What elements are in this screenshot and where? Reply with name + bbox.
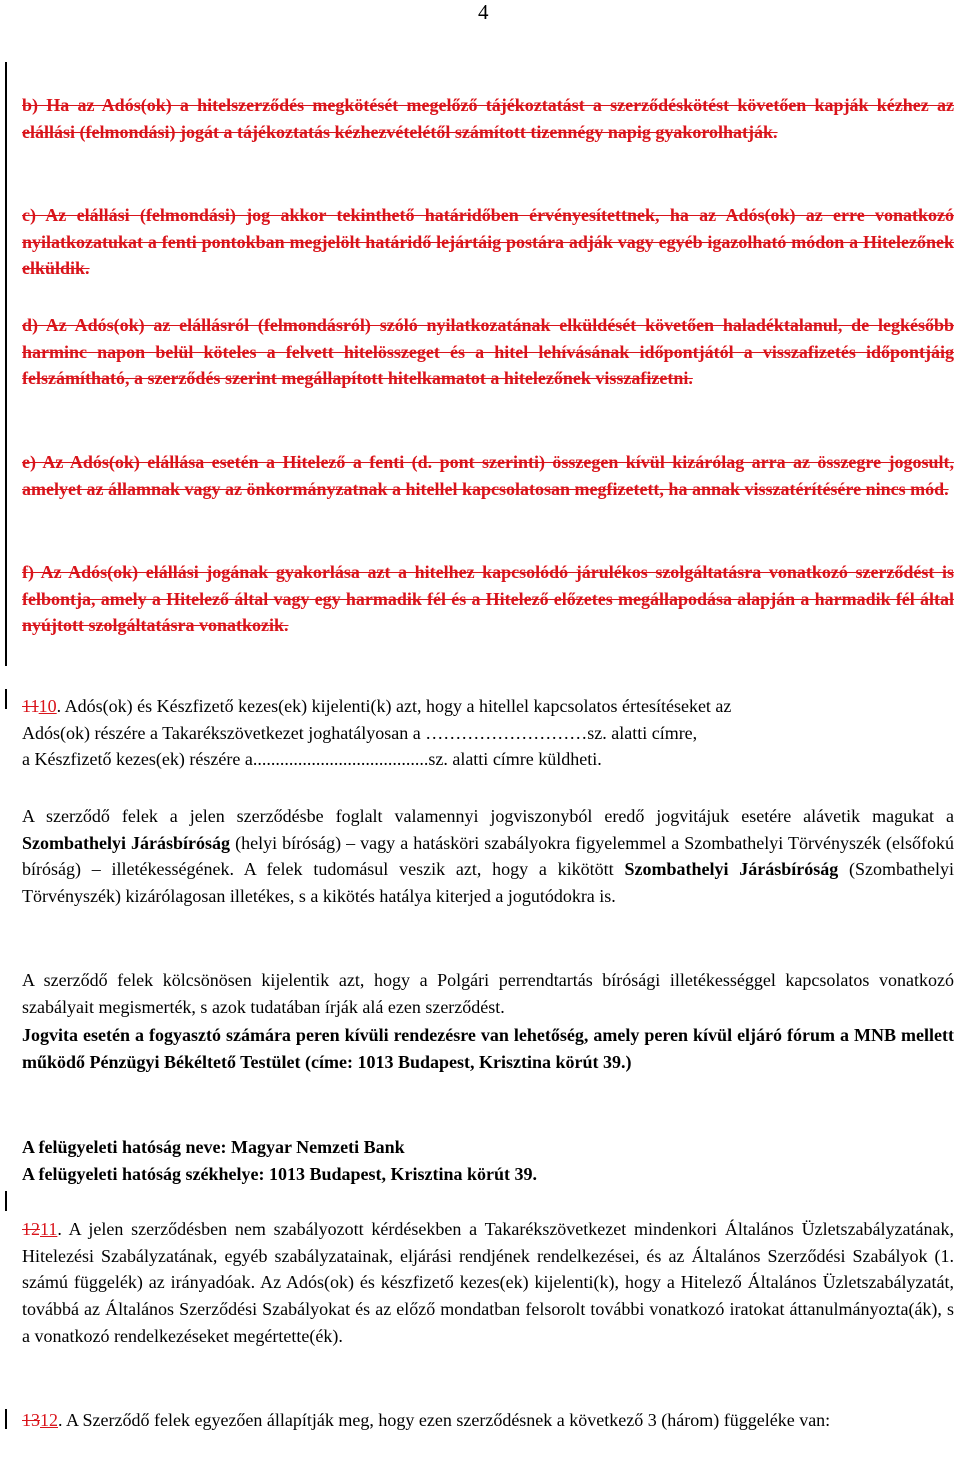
section-10 — [22, 693, 954, 773]
section-11-text: . A jelen szerződésben nem szabályozott kérdésekben a Takarékszövetkezet mindenkori Általános Üzletszabályzatának, Hitelezési Szabályzatának, egyéb szabályzatainak, eljárási rendjének rendelkezései, és az Általános Szerződési Szabályok (1. számú függelék) az irányadóak. Az Adós(ok) és készfizető kezes(ek) kijelenti(k), hogy a Hitelező Általános Üzletszabályzatát, továbbá az Általános Szerződési Szabályokat és az előző mondatban felsorolt további vonatkozó iratokat áttanulmányozta(ák), s a vonatkozó rendelkezéseket megértette(ék). — [22, 1219, 954, 1346]
supervisor-info — [22, 1134, 954, 1187]
jurisdiction-text-c: (Szombathelyi Törvényszék) kizárólagosan illetékes, s a kikötés hatálya kiterjed a jogutódokra is. — [22, 859, 954, 907]
deleted-paragraph-b: b) Ha az Adós(ok) a hitelszerződés megkötését megelőző tájékoztatást a szerződéskötést követően kapják kézhez az elállási (felmondási) jogát a tájékoztatás kézhezvételétől számított tizennégy napig gyakorolhatják. — [22, 95, 954, 142]
section-10-new-number: 10 — [38, 696, 57, 716]
deleted-paragraph-d: d) Az Adós(ok) az elállásról (felmondásról) szóló nyilatkozatának elküldését követően haladéktalanul, de legkésőbb harminc napon belül köteles a felvett hitelösszeget és a hitel lehívásának időpontjától a visszafizetés időpontjáig felszámítható, a szerződés szerint megállapított hitelkamatot a hitelezőnek visszafizetni. — [22, 315, 954, 389]
jurisdiction-text-a: A szerződő felek a jelen szerződésbe foglalt valamennyi jogviszonyból eredő jogvitájuk esetére alávetik magukat a — [22, 806, 954, 826]
section-11-old-number: 12 — [22, 1219, 40, 1239]
acknowledgement-paragraph: A szerződő felek kölcsönösen kijelentik azt, hogy a Polgári perrendtartás bírósági illetékességgel kapcsolatos vonatkozó szabályait megismerték, s azok tudatában írják alá ezen szerződést. — [22, 970, 954, 1017]
court-name-1: Szombathelyi Járásbíróság — [22, 832, 231, 853]
dispute-resolution-paragraph: Jogvita esetén a fogyasztó számára peren kívüli rendezésre van lehetőség, amely peren kívül eljáró fórum a MNB mellett működő Pénzügyi Békéltető Testület (címe: 1013 Budapest, Krisztina körút 39.) — [22, 1025, 954, 1072]
change-bar-section-10 — [5, 689, 7, 709]
section-12 — [22, 1407, 954, 1434]
section-11-new-number: 11 — [40, 1219, 58, 1239]
section-10-old-number: 11 — [22, 696, 39, 716]
section-10-line-1 — [22, 693, 954, 720]
section-10-line-3: a Készfizető kezes(ek) részére a.......................................sz. alatti címre küldheti. — [22, 749, 602, 770]
section-12-text: . A Szerződő felek egyezően állapítják meg, hogy ezen szerződésnek a következő 3 (három) függeléke van: — [58, 1410, 831, 1430]
change-bar-section-11 — [5, 1191, 7, 1211]
supervisor-seat: A felügyeleti hatóság székhelye: 1013 Budapest, Krisztina körút 39. — [22, 1163, 537, 1184]
change-bar-deleted-section — [5, 62, 7, 666]
section-10-text-1: . Adós(ok) és Készfizető kezes(ek) kijelenti(k) azt, hogy a hitellel kapcsolatos értesítéseket az — [56, 696, 732, 716]
deleted-paragraph-e: e) Az Adós(ok) elállása esetén a Hitelező a fenti (d. pont szerinti) összegen kívül kizárólag arra az összegre jogosult, amelyet az államnak vagy az önkormányzatnak a hitellel kapcsolatosan megfizetett, ha annak visszatérítésére nincs mód. — [22, 452, 954, 499]
page-number: 4 — [478, 0, 489, 24]
supervisor-name: A felügyeleti hatóság neve: Magyar Nemzeti Bank — [22, 1137, 405, 1157]
deleted-paragraph-c: c) Az elállási (felmondási) jog akkor tekinthető határidőben érvényesítettnek, ha az Adós(ok) az erre vonatkozó nyilatkozatukat a fenti pontokban megjelölt határidő lejártáig postára adják vagy egyéb igazolható módon a Hitelezőnek elküldik. — [22, 205, 954, 279]
court-name-2: Szombathelyi Járásbíróság — [624, 859, 839, 880]
section-10-line-2: Adós(ok) részére a Takarékszövetkezet joghatályosan a ………………………sz. alatti címre, — [22, 722, 698, 743]
deleted-paragraph-f: f) Az Adós(ok) elállási jogának gyakorlása azt a hitelhez kapcsolódó járulékos szolgáltatásra vonatkozó szerződést is felbontja, amely a Hitelező által vagy egy harmadik fél és a Hitelező előzetes megállapodása alapján a harmadik fél által nyújtott szolgáltatásra vonatkozik. — [22, 562, 954, 636]
section-11 — [22, 1216, 954, 1350]
section-12-new-number: 12 — [40, 1410, 58, 1430]
section-12-old-number: 13 — [22, 1410, 40, 1430]
change-bar-section-12 — [5, 1409, 7, 1429]
jurisdiction-text-b: (helyi bíróság) – vagy a hatásköri szabályokra figyelemmel a Szombathelyi Törvényszék (elsőfokú bíróság) – illetékességének. A felek tudomásul veszik azt, hogy a kikötött — [22, 832, 954, 880]
jurisdiction-paragraph — [22, 803, 954, 910]
